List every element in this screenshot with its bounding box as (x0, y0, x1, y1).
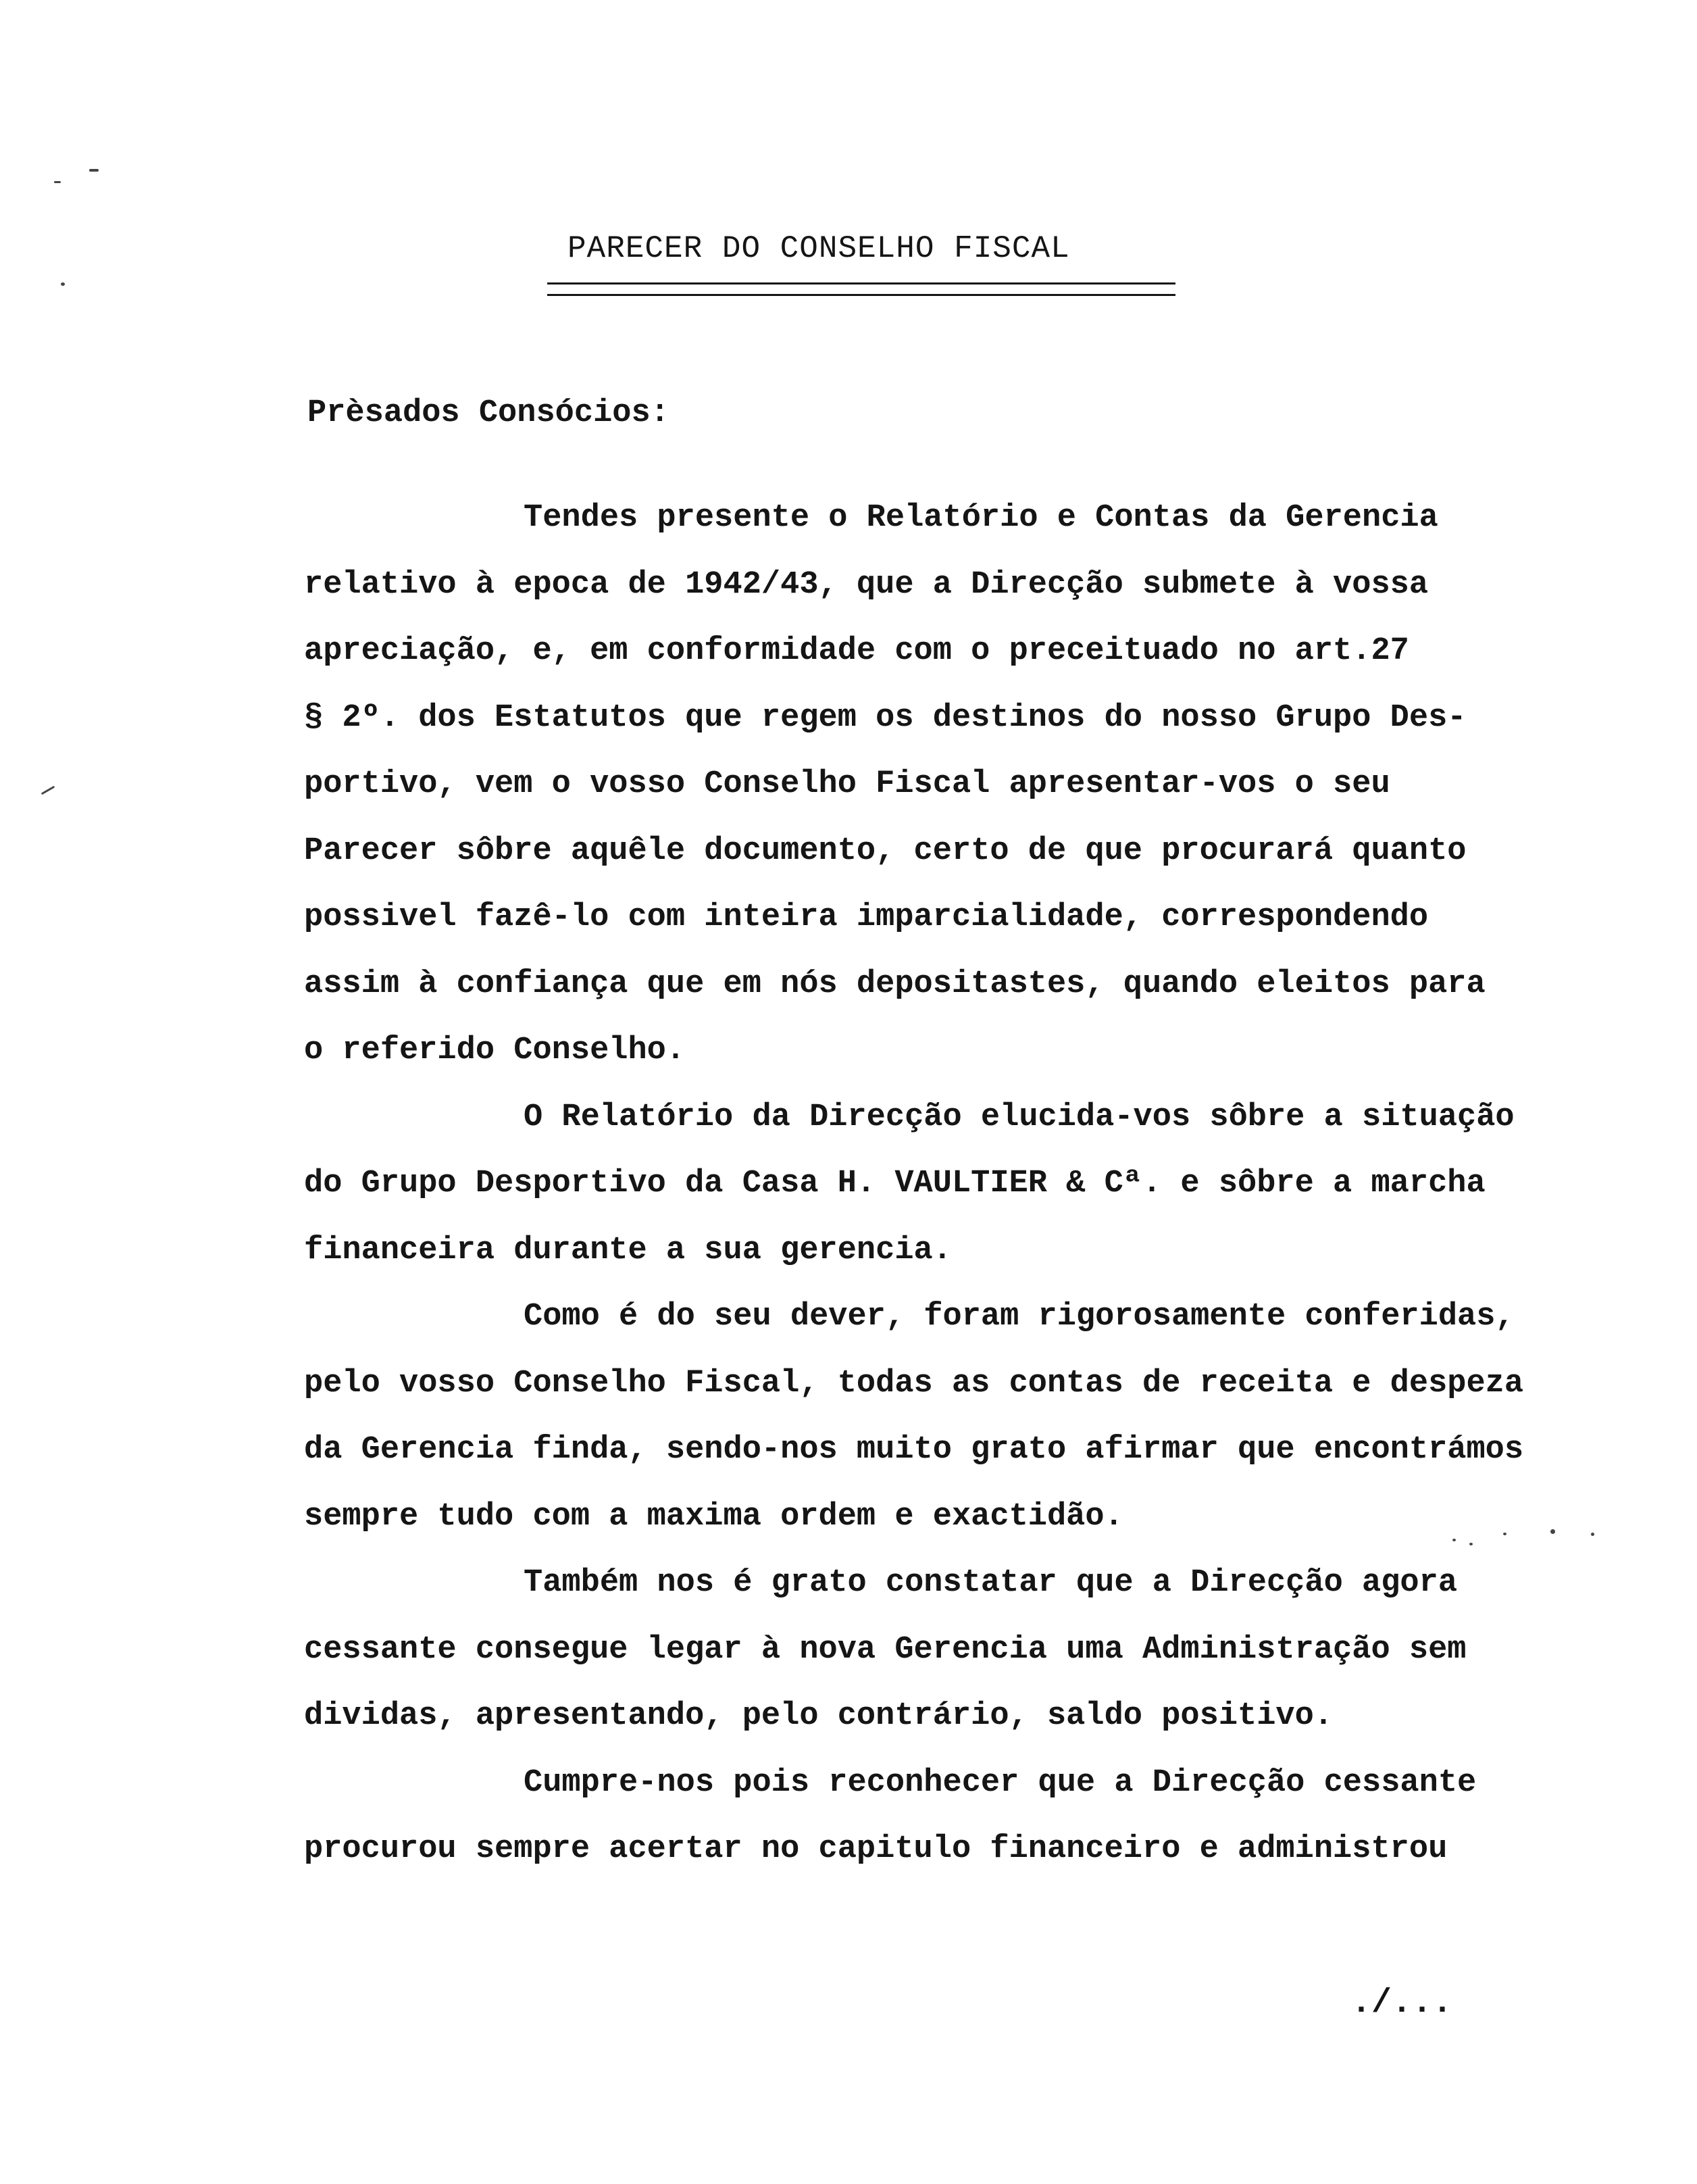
document-title: PARECER DO CONSELHO FISCAL (567, 231, 1070, 266)
scan-speck (61, 282, 65, 286)
title-double-underline (547, 282, 1175, 296)
text-line: apreciação, e, em conformidade com o preceituado no art.27 (304, 633, 1409, 669)
text-line: assim à confiança que em nós depositastes, quando eleitos para (304, 966, 1486, 1002)
text-line: Tendes presente o Relatório e Contas da Gerencia (524, 500, 1438, 536)
text-line: o referido Conselho. (304, 1033, 686, 1068)
text-line: possivel fazê-lo com inteira imparcialidade, correspondendo (304, 899, 1429, 935)
text-line: relativo à epoca de 1942/43, que a Direcção submete à vossa (304, 566, 1429, 603)
text-line: do Grupo Desportivo da Casa H. VAULTIER & Cª. e sôbre a marcha (304, 1166, 1486, 1201)
text-line: Como é do seu dever, foram rigorosamente conferidas, (524, 1299, 1515, 1335)
salutation: Prèsados Consócios: (307, 395, 669, 431)
page-continuation-mark: ./... (1351, 1984, 1453, 2022)
scan-speck (1550, 1529, 1555, 1534)
text-line: da Gerencia finda, sendo-nos muito grato afirmar que encontrámos (304, 1432, 1524, 1468)
text-line: § 2º. dos Estatutos que regem os destinos do nosso Grupo Des- (304, 699, 1467, 736)
paragraph-2 (304, 1085, 1588, 1285)
text-line: Cumpre-nos pois reconhecer que a Direcção cessante (524, 1764, 1477, 1801)
text-line: O Relatório da Direcção elucida-vos sôbre a situação (524, 1099, 1515, 1135)
document-body (304, 485, 1588, 1883)
scan-speck (41, 786, 55, 795)
paragraph-3 (304, 1284, 1588, 1550)
text-line: portivo, vem o vosso Conselho Fiscal apresentar-vos o seu (304, 766, 1390, 802)
scan-speck (54, 181, 61, 183)
scan-speck (89, 169, 99, 172)
text-line: pelo vosso Conselho Fiscal, todas as contas de receita e despeza (304, 1365, 1524, 1401)
scan-speck (1503, 1533, 1506, 1535)
text-line: Também nos é grato constatar que a Direcção agora (524, 1565, 1458, 1601)
paragraph-1 (304, 485, 1588, 1085)
paragraph-5 (304, 1750, 1588, 1883)
text-line: financeira durante a sua gerencia. (304, 1232, 952, 1268)
scan-speck (1469, 1543, 1473, 1545)
paragraph-4 (304, 1550, 1588, 1750)
text-line: sempre tudo com a maxima ordem e exactidão. (304, 1498, 1123, 1535)
scan-speck (1591, 1533, 1594, 1536)
scan-speck (1452, 1539, 1456, 1541)
text-line: Parecer sôbre aquêle documento, certo de que procurará quanto (304, 833, 1467, 869)
text-line: cessante consegue legar à nova Gerencia uma Administração sem (304, 1631, 1467, 1668)
text-line: procurou sempre acertar no capitulo financeiro e administrou (304, 1831, 1448, 1867)
text-line: dividas, apresentando, pelo contrário, saldo positivo. (304, 1698, 1334, 1734)
